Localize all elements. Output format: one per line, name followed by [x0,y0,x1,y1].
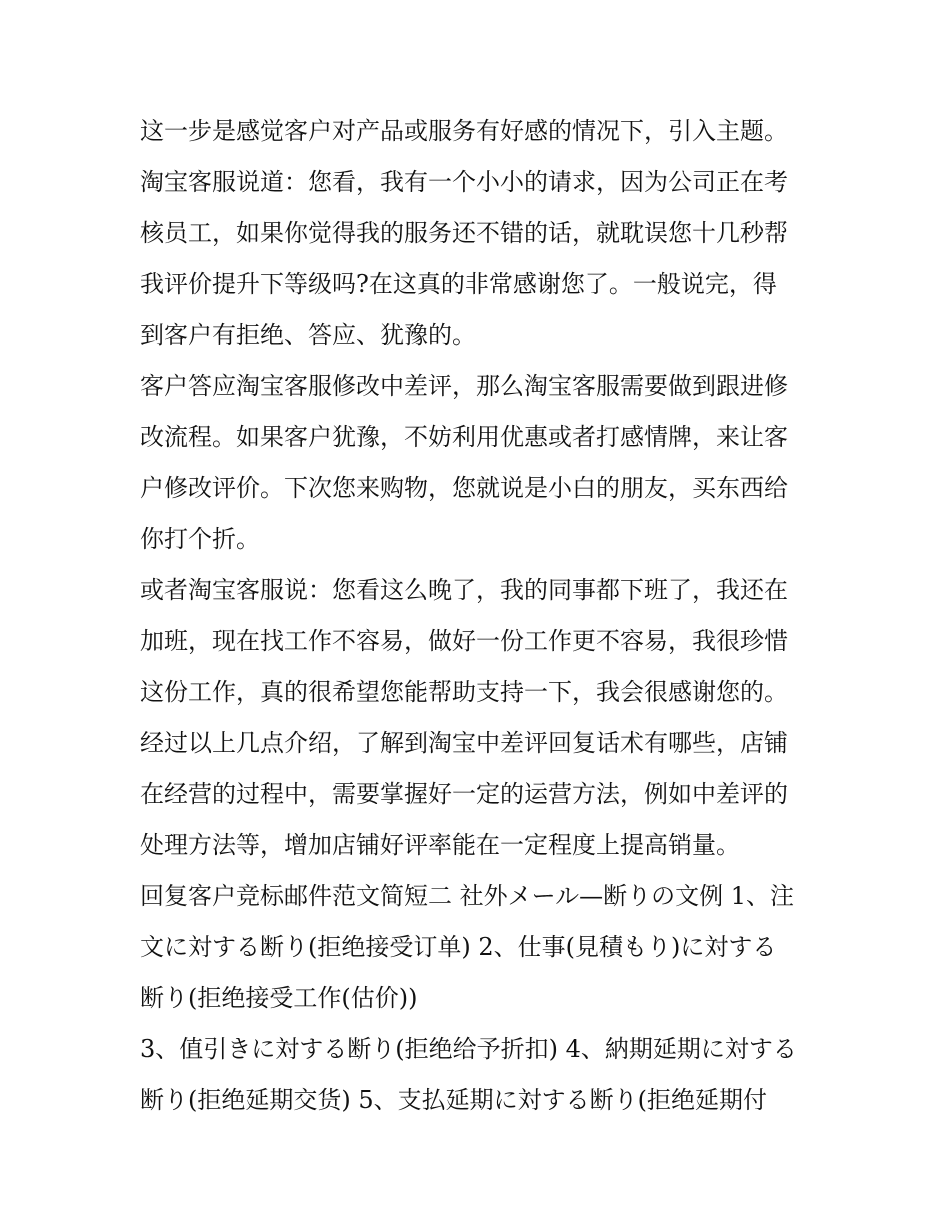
text-line: 在经营的过程中，需要掌握好一定的运营方法，例如中差评的 [140,780,788,808]
text-line: 这一步是感觉客户对产品或服务有好感的情况下，引入主题。 [140,117,788,145]
text-line: 这份工作，真的很希望您能帮助支持一下，我会很感谢您的。 [140,678,788,706]
text-line: 我评价提升下等级吗?在这真的非常感谢您了。一般说完，得 [140,270,777,298]
text-line: 经过以上几点介绍，了解到淘宝中差评回复话术有哪些，店铺 [140,729,788,757]
text-line: 到客户有拒绝、答应、犹豫的。 [140,321,476,349]
text-line: 3、值引きに対する断り(拒绝给予折扣) 4、納期延期に対する [140,1035,797,1063]
text-line: 你打个折。 [140,525,260,553]
text-line: 户修改评价。下次您来购物，您就说是小白的朋友，买东西给 [140,474,788,502]
text-line: 改流程。如果客户犹豫，不妨利用优惠或者打感情牌，来让客 [140,423,788,451]
text-line: 淘宝客服说道：您看，我有一个小小的请求，因为公司正在考 [140,168,788,196]
text-line: 断り(拒绝接受工作(估价)) [140,984,418,1012]
text-line: 回复客户竞标邮件范文简短二 社外メール—断りの文例 1、注 [140,882,795,910]
document-body [140,106,820,1126]
text-line: 或者淘宝客服说：您看这么晚了，我的同事都下班了，我还在 [140,576,788,604]
text-line: 断り(拒绝延期交货) 5、支払延期に対する断り(拒绝延期付 [140,1086,767,1114]
text-line: 核员工，如果你觉得我的服务还不错的话，就耽误您十几秒帮 [140,219,788,247]
text-line: 客户答应淘宝客服修改中差评，那么淘宝客服需要做到跟进修 [140,372,788,400]
text-line: 处理方法等，增加店铺好评率能在一定程度上提高销量。 [140,831,740,859]
text-line: 加班，现在找工作不容易，做好一份工作更不容易，我很珍惜 [140,627,788,655]
text-line: 文に対する断り(拒绝接受订单) 2、仕事(見積もり)に対する [140,933,777,961]
